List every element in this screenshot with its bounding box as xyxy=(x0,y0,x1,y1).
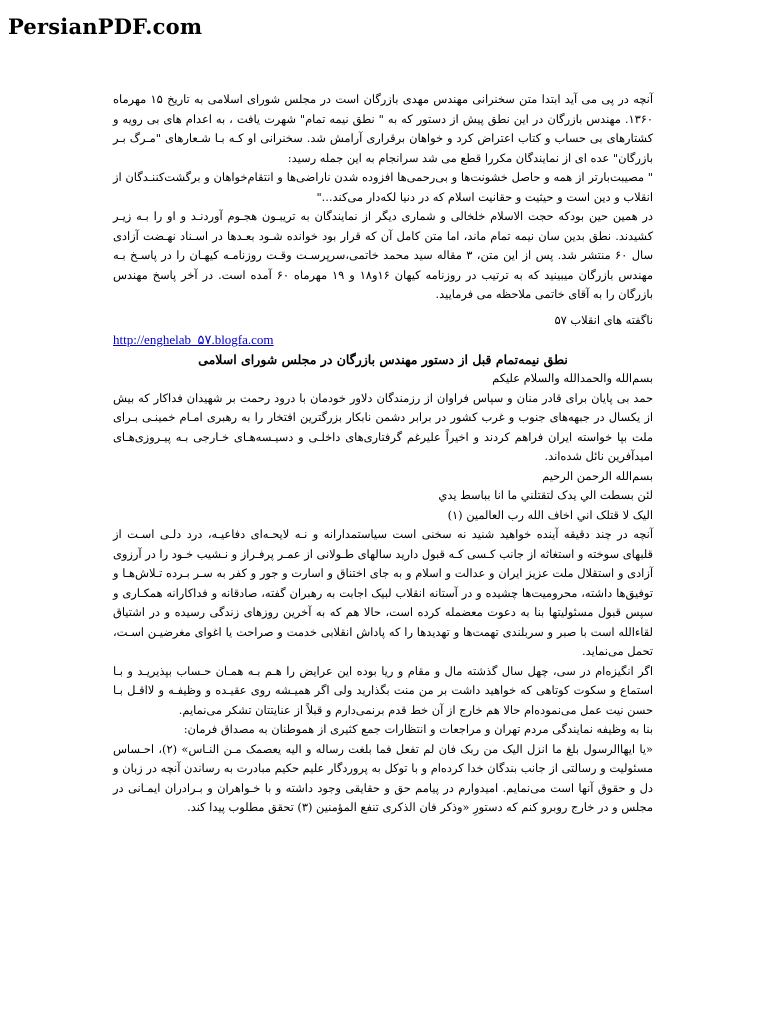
source-note: ناگفته های انقلاب ۵۷ xyxy=(554,312,653,327)
basmala: بسم‌الله الرحمن الرحیم xyxy=(542,468,653,483)
intro-paragraph: در همین حین بودکه حجت الاسلام خلخالی و شماری دیگر از نمایندگان به تریبـون هجـوم آوردنـد و او را بـه زیـر کشیدند. نطق بدین سان نیمه تمام ماند، اما متن کامل آن که قرار بود خوانده شـود بعـدها در اسـناد نهـضت آزادی سال ۶۰ منتشر شد. پس از این متن، ۳ مقاله سید محمد خاتمی،سرپرسـت وقـت روزنامـه کیهـان را در پاسـخ بـه مهندس بازرگان میبینید که به ترتیب در روزنامه کیهان ۱۶و۱۸ و ۱۹ مهرماه ۶۰ آمده است. در آخر پاسخ مهندس بازرگان را به آقای خاتمی ملاحظه می فرمایید. xyxy=(113,209,653,301)
speech-paragraph: حمد بی پایان برای قادر منان و سپاس فراوان از رزمندگان دلاور خودمان با درود رحمت بر شهیدان فداکار که بیش از یکسال در جبهه‌های جنوب و غرب کشور در برابر دشمن نابکار بزرگترین افتخار را به رهبری امـام خمینـی بـرای ملت بپا خواسته ایران فراهم کردند و اخیراً علیرغم گرفتاری‌های داخلـی و دسیـسه‌هـای خـارجی بـه پیـروزی‌هـای امیدآفرین نائل شده‌اند. xyxy=(113,390,653,463)
speech-paragraph: اگر انگیزه‌ام در سی، چهل سال گذشته مال و مقام و ریا بوده این عرایض را هـم بـه همـان حـساب بپذیریـد و بـا استماع و سکوت کوتاهی که خواهید داشت بر من منت بگذارید ولی اگر همیـشه روی عقیـده و وظیفـه و لااقـل بـا حسن نیت عمل می‌نموده‌ام حالا هم خارج از آن خط قدم برنمی‌دارم و قبلاً از عنایتتان تشکر می‌نمایم. xyxy=(113,663,653,717)
verse-line: اليک لا قتلک اني اخاف الله رب العالمين (۱) xyxy=(447,507,653,522)
intro-quote: " مصیبت‌بارتر از همه و حاصل خشونت‌ها و بی‌رحمی‌ها افزوده شدن ناراضی‌ها و انتقام‌خواهان و برگشت‌کننـدگان از انقلاب و دین است و حیثیت و حقانیت اسلام که در دنیا لکه‌دار می‌کند..." xyxy=(113,170,653,204)
salutation: بسم‌الله والحمدالله والسلام علیکم xyxy=(492,371,653,385)
verse-line: لئن بسطت الي يدک لتقتلني ما انا بباسط يدي xyxy=(438,488,653,502)
speech-paragraph: آنچه در چند دقیقه آینده خواهید شنید نه سخنی است سیاستمدارانه و نـه لایحـه‌ای دفاعیـه، درد دلـی اسـت از قلبهای سوخته و استغاثه از جانب کـسی کـه قبول دارید سالهای طـولانی از عمـر پرفـراز و نـشیب خـود را در آرزوی آزادی و استقلال ملت عزیز ایران و عدالت و اسلام و به جای اختناق و اسارت و جور و کفر به سـر بـرده تـلاش‌هـا و توفیق‌ها داشته، محرومیت‌ها چشیده و در آستانه انقلاب لبیک اجابت به رهبران گفته، صادقانه و فداکارانه همکـاری و سپس قبول مسئولیتها بنا به دعوت معضمله کرده است، حالا هم که به آخرین روزهای زندگی رسیده و در اشتیاق لقاءالله است با صبر و سربلندی تهمت‌ها و تهدیدها را که پاداش انقلابی خدمت و صراحت یا اغوای مغرضیـن اسـت، تحمل می‌نماید. xyxy=(113,527,653,658)
intro-paragraph: آنچه در پی می آید ابتدا متن سخنرانی مهندس مهدی بازرگان است در مجلس شورای اسلامی به تاریخ ۱۵ مهرماه ۱۳۶۰. مهندس بازرگان در این نطق پیش از دستور که به " نطق نیمه تمام" شهرت یافت ، به اعدام های بی رویه و کشتارهای بی حساب و کتاب اعتراض کرد و خواهان برقراری آرامش شد. سخنرانی او کـه بـا شـعارهای "مـرگ بـر بازرگان" عده ای از نمایندگان مکررا قطع می شد سرانجام به این جمله رسید: xyxy=(113,92,653,165)
speech-paragraph: «یا ایهاالرسول بلغ ما انزل الیک من ربک فان لم تفعل فما بلغت رساله و الیه یعصمک مـن النـاس» (۲)، احـساس مسئولیت و رسالتی از جانب بندگان خدا کرده‌ام و با توکل به پروردگار علیم حکیم مبادرت به رساندن آنچه در زبان و دل و حقوق آنها است می‌نمایم. امیدوارم در پیامم حق و حقایقی وجود داشته و با خـواهران و بـرادران ایمـانی در مجلس و در خارج روبرو کنم که دستورِ «وذکر فان الذکری تنفع المؤمنین (۳) تحقق مطلوب پیدا کند. xyxy=(113,741,654,814)
speech-title: نطق نیمه‌تمام قبل از دستور مهندس بازرگان در مجلس شورای اسلامی xyxy=(198,351,568,367)
speech-paragraph: بنا به وظیفه نمایندگی مردم تهران و مراجعات و انتظارات جمع کثیری از هموطنان به مصداق فرمان: xyxy=(183,722,653,736)
document-body xyxy=(113,90,653,818)
source-link[interactable]: http://enghelab_۵۷.blogfa.com xyxy=(113,332,274,347)
site-brand: PersianPDF.com xyxy=(8,14,203,39)
